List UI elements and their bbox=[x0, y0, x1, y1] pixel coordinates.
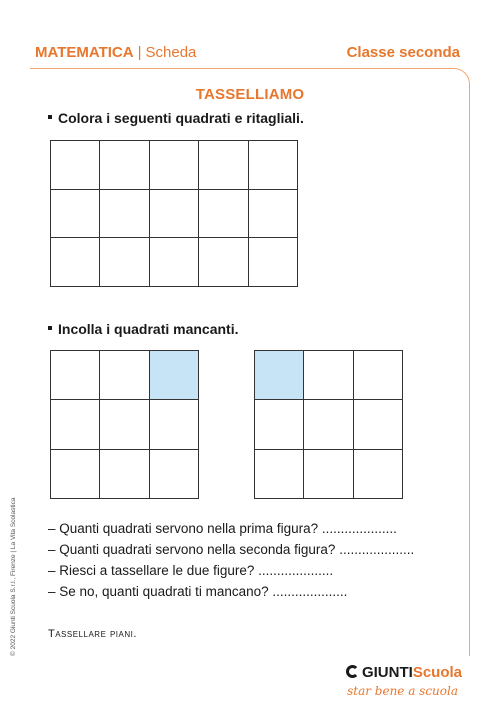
grid-cell bbox=[51, 190, 100, 239]
grid-cell bbox=[51, 141, 100, 190]
footer-note: Tassellare piani. bbox=[48, 628, 137, 640]
figure-one-grid bbox=[50, 350, 199, 499]
grid-cell-filled bbox=[150, 351, 199, 400]
subject-label bbox=[35, 44, 196, 61]
grid-cell bbox=[255, 450, 304, 499]
grid-cell bbox=[255, 400, 304, 449]
grid-cell bbox=[51, 400, 100, 449]
question-item: – Quanti quadrati servono nella seconda figura? .................... bbox=[48, 542, 415, 557]
grid-cell bbox=[249, 238, 298, 287]
grid-cell bbox=[304, 450, 353, 499]
instruction-paste bbox=[48, 321, 238, 337]
logo-tagline: star bene a scuola bbox=[347, 684, 458, 698]
grid-cell bbox=[51, 351, 100, 400]
logo-brand-main: GIUNTI bbox=[361, 664, 413, 681]
grid-cell bbox=[354, 400, 403, 449]
header-separator: | bbox=[137, 44, 142, 61]
grid-cell bbox=[304, 400, 353, 449]
grid-cell bbox=[150, 400, 199, 449]
grid-cell bbox=[100, 190, 149, 239]
question-item: – Se no, quanti quadrati ti mancano? .................... bbox=[48, 584, 348, 599]
subject-name: MATEMATICA bbox=[35, 44, 134, 61]
publisher-logo bbox=[322, 664, 462, 704]
section-name: Scheda bbox=[145, 44, 197, 61]
grid-cell bbox=[100, 141, 149, 190]
grid-cell bbox=[51, 450, 100, 499]
question-item: – Quanti quadrati servono nella prima figura? .................... bbox=[48, 521, 397, 536]
page-header bbox=[35, 44, 460, 64]
grid-cell bbox=[199, 190, 248, 239]
grade-label: Classe seconda bbox=[346, 44, 460, 61]
grid-cell bbox=[249, 141, 298, 190]
grid-cell bbox=[150, 238, 199, 287]
grid-cell bbox=[150, 450, 199, 499]
bullet-icon bbox=[48, 326, 52, 330]
grid-cell bbox=[304, 351, 353, 400]
figure-two-grid bbox=[254, 350, 403, 499]
instruction-color-cut bbox=[48, 110, 304, 126]
question-list bbox=[48, 518, 468, 602]
grid-cell bbox=[199, 141, 248, 190]
grid-cell bbox=[51, 238, 100, 287]
logo-brand bbox=[346, 664, 462, 681]
worksheet-title: TASSELLIAMO bbox=[195, 86, 305, 103]
grid-cell bbox=[100, 400, 149, 449]
instruction-text: Incolla i quadrati mancanti. bbox=[58, 321, 239, 337]
logo-brand-accent: Scuola bbox=[412, 664, 462, 681]
copyright-notice: © 2022 Giunti Scuola S.r.l., Firenze | La Vita Scolastica bbox=[10, 497, 17, 656]
bullet-icon bbox=[48, 115, 52, 119]
grid-cell bbox=[249, 190, 298, 239]
grid-cell bbox=[199, 238, 248, 287]
grid-cell bbox=[100, 351, 149, 400]
instruction-text: Colora i seguenti quadrati e ritagliali. bbox=[58, 110, 304, 126]
giunti-g-icon bbox=[346, 665, 359, 678]
grid-cell-filled bbox=[255, 351, 304, 400]
grid-cell bbox=[100, 450, 149, 499]
cut-out-grid bbox=[50, 140, 298, 287]
grid-cell bbox=[100, 238, 149, 287]
grid-cell bbox=[150, 141, 199, 190]
question-item: – Riesci a tassellare le due figure? .................... bbox=[48, 563, 334, 578]
grid-cell bbox=[354, 450, 403, 499]
grid-cell bbox=[354, 351, 403, 400]
grid-cell bbox=[150, 190, 199, 239]
